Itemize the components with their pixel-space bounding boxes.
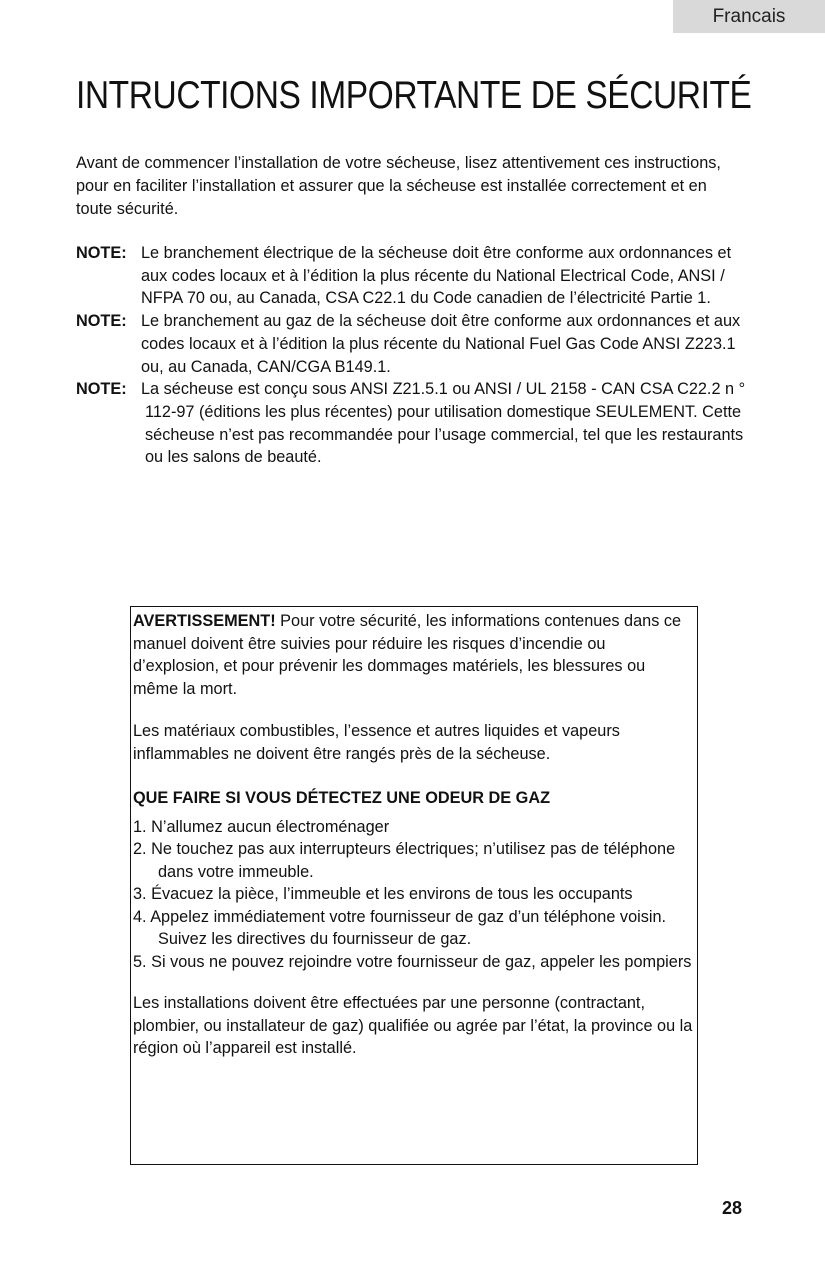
page-title: INTRUCTIONS IMPORTANTE DE SÉCURITÉ (76, 74, 752, 117)
warning-label: AVERTISSEMENT! (133, 612, 276, 630)
intro-paragraph: Avant de commencer l’installation de votre sécheuse, lisez attentivement ces instructions, pour en faciliter l’installation et assurer que la sécheuse est installée correctement et en toute sécurité. (76, 154, 721, 218)
note-label: NOTE: (76, 244, 127, 262)
note-text: Le branchement au gaz de la sécheuse doit être conforme aux ordonnances et aux codes locaux et à l’édition la plus récente du National Fuel Gas Code ANSI Z223.1 ou, au Canada, CAN/CGA B149.1. (141, 312, 741, 376)
note-design (76, 378, 746, 469)
note-gas (76, 310, 746, 378)
list-item: 2. Ne touchez pas aux interrupteurs électriques; n’utilisez pas de téléphone dans votre immeuble. (133, 840, 676, 881)
list-item: 1. N’allumez aucun électroménager (133, 817, 390, 836)
note-label: NOTE: (76, 380, 127, 399)
note-text: La sécheuse est conçu sous ANSI Z21.5.1 ou ANSI / UL 2158 - CAN CSA C22.2 n ° 112-97 (éditions les plus récentes) pour utilisation domestique SEULEMENT. Cette sécheuse n’est pas recommandée pour l’usage commercial, tel que les restaurants ou les salons de beauté. (141, 380, 746, 467)
installers-paragraph: Les installations doivent être effectuées par une personne (contractant, plombier, ou installateur de gaz) qualifiée ou agrée par l’état, la province ou la région où l’appareil est installé. (133, 994, 693, 1057)
note-label: NOTE: (76, 312, 127, 331)
gas-odor-heading: QUE FAIRE SI VOUS DÉTECTEZ UNE ODEUR DE GAZ (133, 789, 551, 807)
warning-paragraph (131, 607, 697, 700)
page-number: 28 (722, 1198, 743, 1218)
gas-steps-list (131, 816, 697, 974)
list-item: 5. Si vous ne pouvez rejoindre votre fournisseur de gaz, appeler les pompiers (133, 952, 692, 971)
language-tab[interactable]: Francais (673, 0, 825, 33)
notes-section (76, 242, 746, 469)
note-electrical (76, 242, 746, 310)
list-item: 4. Appelez immédiatement votre fournisseur de gaz d’un téléphone voisin. Suivez les directives du fournisseur de gaz. (133, 907, 667, 948)
note-text: Le branchement électrique de la sécheuse doit être conforme aux ordonnances et aux codes locaux et à l’édition la plus récente du National Electrical Code, ANSI / NFPA 70 ou, au Canada, CSA C22.1 du Code canadien de l’électricité Partie 1. (141, 244, 732, 308)
warning-text: Pour votre sécurité, les informations contenues dans ce manuel doivent être suivies pour réduire les risques d’incendie ou d’explosion, et pour prévenir les dommages matériels, les blessures ou même la mort. (133, 612, 682, 698)
combustibles-paragraph: Les matériaux combustibles, l’essence et autres liquides et vapeurs inflammables ne doivent être rangés près de la sécheuse. (133, 722, 620, 763)
list-item: 3. Évacuez la pièce, l’immeuble et les environs de tous les occupants (133, 885, 633, 903)
warning-box (130, 606, 698, 1165)
